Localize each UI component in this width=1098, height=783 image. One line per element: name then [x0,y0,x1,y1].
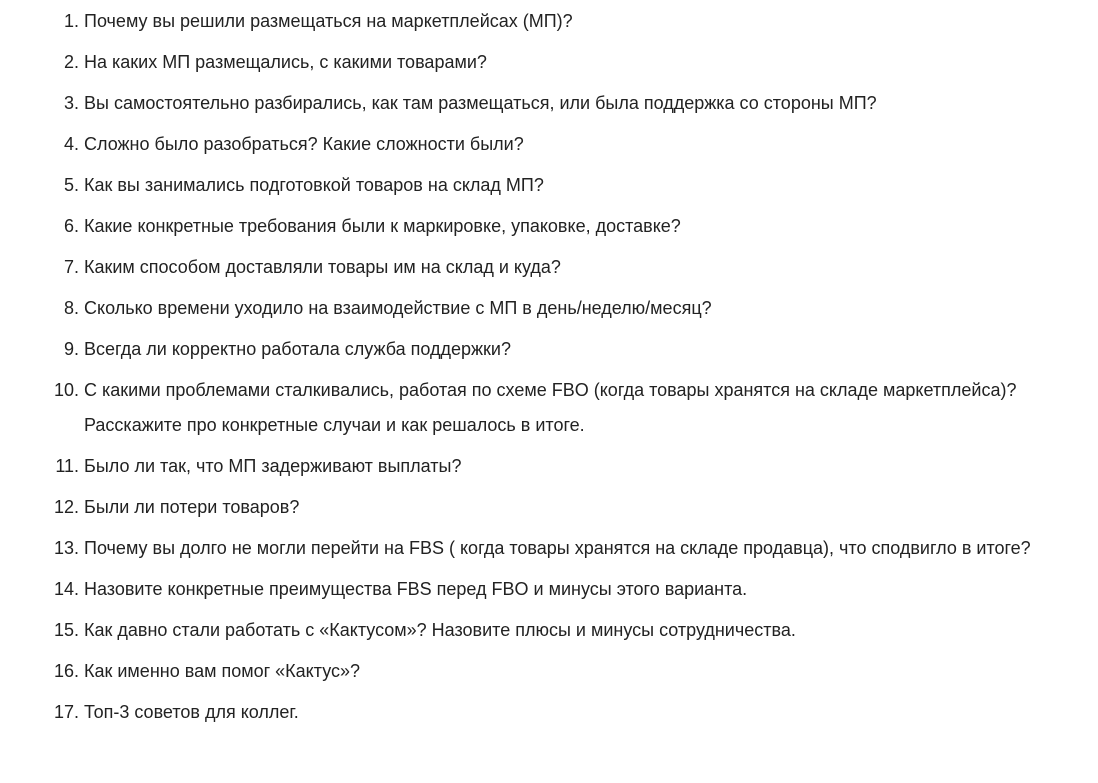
item-number: 17. [53,702,79,722]
item-text: Топ-3 советов для коллег. [84,702,299,722]
list-item [0,168,1098,203]
item-number: 12. [53,497,79,517]
list-item [0,695,1098,730]
item-number: 11. [55,456,79,476]
item-number: 14. [53,579,79,599]
list-item [0,654,1098,689]
list-item [0,490,1098,525]
item-number: 9. [63,339,79,359]
item-text: Были ли потери товаров? [84,497,300,517]
item-text: Какие конкретные требования были к маркировке, упаковке, доставке? [84,216,681,236]
item-number: 4. [63,134,79,154]
item-number: 16. [53,661,79,681]
list-item [0,45,1098,80]
item-text: Было ли так, что МП задерживают выплаты? [84,456,462,476]
question-list [0,4,1098,730]
item-text: На каких МП размещались, с какими товарами? [84,52,487,72]
item-text: Как давно стали работать с «Кактусом»? Назовите плюсы и минусы сотрудничества. [84,620,796,640]
list-item [0,4,1098,39]
list-item [0,127,1098,162]
item-text: Как именно вам помог «Кактус»? [84,661,361,681]
item-number: 6. [63,216,79,236]
item-number: 7. [63,257,79,277]
list-item [0,373,1098,443]
list-item [0,332,1098,367]
item-text: Сложно было разобраться? Какие сложности были? [84,134,524,154]
list-item [0,572,1098,607]
item-text: Почему вы долго не могли перейти на FBS ( когда товары хранятся на складе продавца), что сподвигло в итоге? [84,538,1031,558]
item-number: 10. [53,380,79,400]
list-item [0,613,1098,648]
item-number: 1. [63,11,79,31]
list-item [0,531,1098,566]
list-item [0,209,1098,244]
list-item [0,449,1098,484]
item-number: 15. [53,620,79,640]
item-text: Назовите конкретные преимущества FBS перед FBO и минусы этого варианта. [84,579,748,599]
item-text: Всегда ли корректно работала служба поддержки? [84,339,511,359]
item-number: 5. [63,175,79,195]
list-item [0,86,1098,121]
item-text: Почему вы решили размещаться на маркетплейсах (МП)? [84,11,573,31]
list-item [0,291,1098,326]
item-text: Сколько времени уходило на взаимодействие с МП в день/неделю/месяц? [84,298,712,318]
item-number: 8. [63,298,79,318]
item-text: Каким способом доставляли товары им на склад и куда? [84,257,561,277]
item-number: 3. [63,93,79,113]
item-text: С какими проблемами сталкивались, работая по схеме FBO (когда товары хранятся на складе маркетплейса)? Расскажите про конкретные случаи и как решалось в итоге. [84,380,1017,435]
list-item [0,250,1098,285]
item-number: 2. [63,52,79,72]
item-text: Как вы занимались подготовкой товаров на склад МП? [84,175,544,195]
item-number: 13. [53,538,79,558]
item-text: Вы самостоятельно разбирались, как там размещаться, или была поддержка со стороны МП? [84,93,877,113]
